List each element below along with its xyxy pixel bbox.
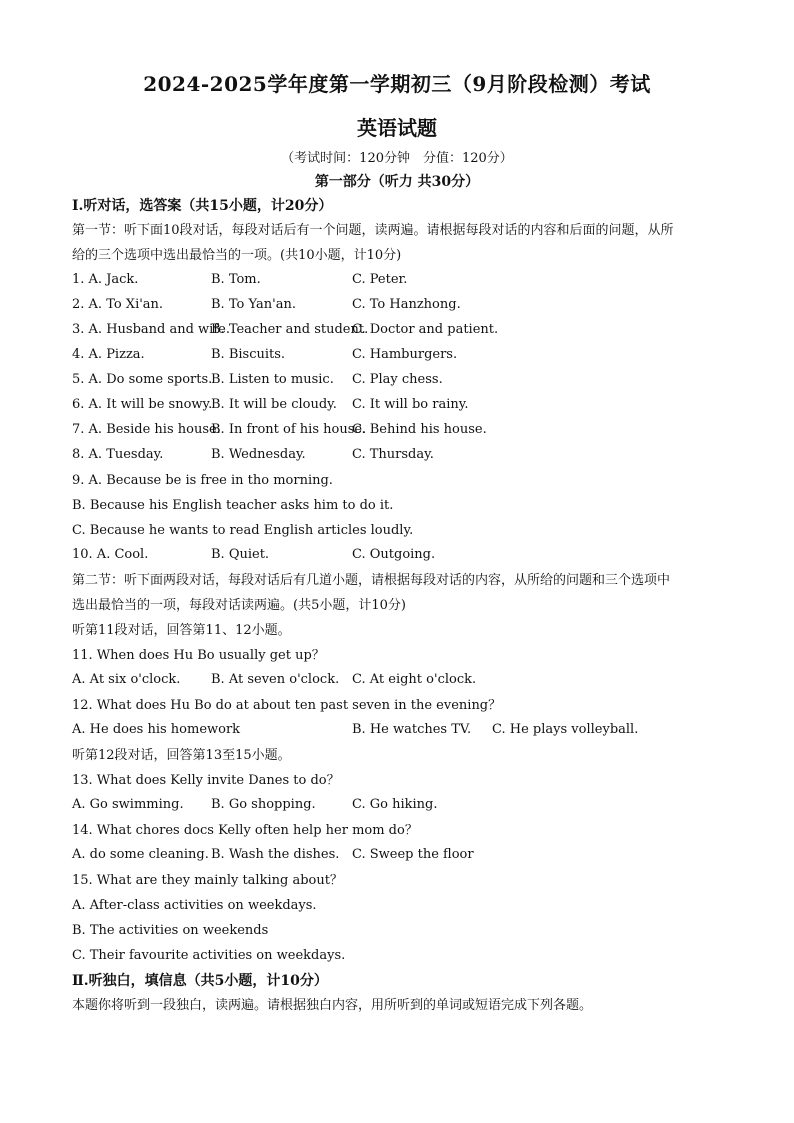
q10-option-a: 10. A. Cool.	[72, 547, 149, 562]
exam-title: 2024-2025学年度第一学期初三（9月阶段检测）考试	[143, 72, 651, 96]
part2-instructions-line1: 第二节：听下面两段对话，每段对话后有几道小题，请根据每段对话的内容，从所给的问题和三个选项中	[72, 573, 671, 588]
question-2	[0, 297, 794, 315]
q5-option-a: 5. A. Do some sports.	[72, 372, 213, 387]
q13-option-a: A. Go swimming.	[72, 797, 184, 812]
q11-option-b: B. At seven o'clock.	[211, 672, 340, 687]
question-4	[0, 347, 794, 365]
q11-option-a: A. At six o'clock.	[72, 672, 181, 687]
q8-option-a: 8. A. Tuesday.	[72, 447, 164, 462]
q6-option-a: 6. A. It will be snowy.	[72, 397, 213, 412]
q15-option-b: B. The activities on weekends	[72, 923, 269, 938]
q9-option-b: B. Because his English teacher asks him to do it.	[72, 498, 394, 513]
question-1	[0, 272, 794, 290]
q10-option-c: C. Outgoing.	[352, 547, 436, 562]
q7-option-a: 7. A. Beside his house.	[72, 422, 221, 437]
q4-option-a: 4. A. Pizza.	[72, 347, 145, 362]
q15-stem: 15. What are they mainly talking about？	[72, 873, 343, 888]
q12-stem: 12. What does Hu Bo do at about ten past seven in the evening？	[72, 698, 502, 713]
q13-option-c: C. Go hiking.	[352, 797, 438, 812]
q8-option-b: B. Wednesday.	[211, 447, 306, 462]
q12-option-c: C. He plays volleyball.	[492, 722, 639, 737]
q11-option-c: C. At eight o'clock.	[352, 672, 477, 687]
q5-option-b: B. Listen to music.	[211, 372, 334, 387]
part1-instructions-line1: 第一节：听下面10段对话，每段对话后有一个问题，读两遍。请根据每段对话的内容和后面的问题，从所	[72, 223, 674, 238]
subject-title: 英语试题	[357, 116, 437, 140]
section1-heading: Ⅰ.听对话，选答案（共15小题，计20分）	[72, 198, 333, 214]
question-14-options	[0, 847, 794, 865]
q12-option-a: A. He does his homework	[72, 722, 241, 737]
q11-stem: 11. When does Hu Bo usually get up？	[72, 648, 325, 663]
q7-option-c: C. Behind his house.	[352, 422, 487, 437]
dialog11-intro: 听第11段对话，回答第11、12小题。	[72, 623, 291, 638]
question-6	[0, 397, 794, 415]
q13-stem: 13. What does Kelly invite Danes to do？	[72, 773, 340, 788]
q9-option-c: C. Because he wants to read English articles loudly.	[72, 523, 414, 538]
exam-info: （考试时间：120分钟 分值：120分）	[281, 151, 513, 166]
q5-option-c: C. Play chess.	[352, 372, 443, 387]
question-3	[0, 322, 794, 340]
question-13-options	[0, 797, 794, 815]
question-12-options	[0, 722, 794, 740]
question-7	[0, 422, 794, 440]
q15-option-a: A. After-class activities on weekdays.	[72, 898, 317, 913]
question-8	[0, 447, 794, 465]
q1-option-a: 1. A. Jack.	[72, 272, 139, 287]
q1-option-b: B. Tom.	[211, 272, 261, 287]
question-5	[0, 372, 794, 390]
q1-option-c: C. Peter.	[352, 272, 408, 287]
part2-instructions-line2: 选出最恰当的一项，每段对话读两遍。(共5小题，计10分)	[72, 598, 406, 613]
q10-option-b: B. Quiet.	[211, 547, 270, 562]
q15-option-c: C. Their favourite activities on weekdays.	[72, 948, 346, 963]
q3-option-c: C. Doctor and patient.	[352, 322, 499, 337]
q4-option-b: B. Biscuits.	[211, 347, 286, 362]
q13-option-b: B. Go shopping.	[211, 797, 316, 812]
section2-heading: Ⅱ.听独白，填信息（共5小题，计10分）	[72, 973, 328, 989]
dialog12-intro: 听第12段对话，回答第13至15小题。	[72, 748, 291, 763]
q7-option-b: B. In front of his house.	[211, 422, 367, 437]
q9-option-a: 9. A. Because be is free in tho morning.	[72, 473, 333, 488]
q6-option-b: B. It will be cloudy.	[211, 397, 337, 412]
q2-option-a: 2. A. To Xi'an.	[72, 297, 164, 312]
section2-instructions: 本题你将听到一段独白，读两遍。请根据独白内容，用所听到的单词或短语完成下列各题。	[72, 998, 593, 1013]
question-10	[0, 547, 794, 565]
q14-stem: 14. What chores docs Kelly often help her mom do？	[72, 823, 418, 838]
q2-option-b: B. To Yan'an.	[211, 297, 296, 312]
q14-option-b: B. Wash the dishes.	[211, 847, 340, 862]
q14-option-c: C. Sweep the floor	[352, 847, 474, 862]
q4-option-c: C. Hamburgers.	[352, 347, 458, 362]
q12-option-b: B. He watches TV.	[352, 722, 472, 737]
part1-title: 第一部分（听力 共30分）	[314, 174, 480, 190]
q6-option-c: C. It will bo rainy.	[352, 397, 469, 412]
q3-option-b: B. Teacher and student.	[211, 322, 369, 337]
question-11-options	[0, 672, 794, 690]
q3-option-a: 3. A. Husband and wife.	[72, 322, 230, 337]
q2-option-c: C. To Hanzhong.	[352, 297, 461, 312]
q8-option-c: C. Thursday.	[352, 447, 434, 462]
q14-option-a: A. do some cleaning.	[72, 847, 209, 862]
part1-instructions-line2: 给的三个选项中选出最恰当的一项。(共10小题，计10分)	[72, 248, 402, 263]
